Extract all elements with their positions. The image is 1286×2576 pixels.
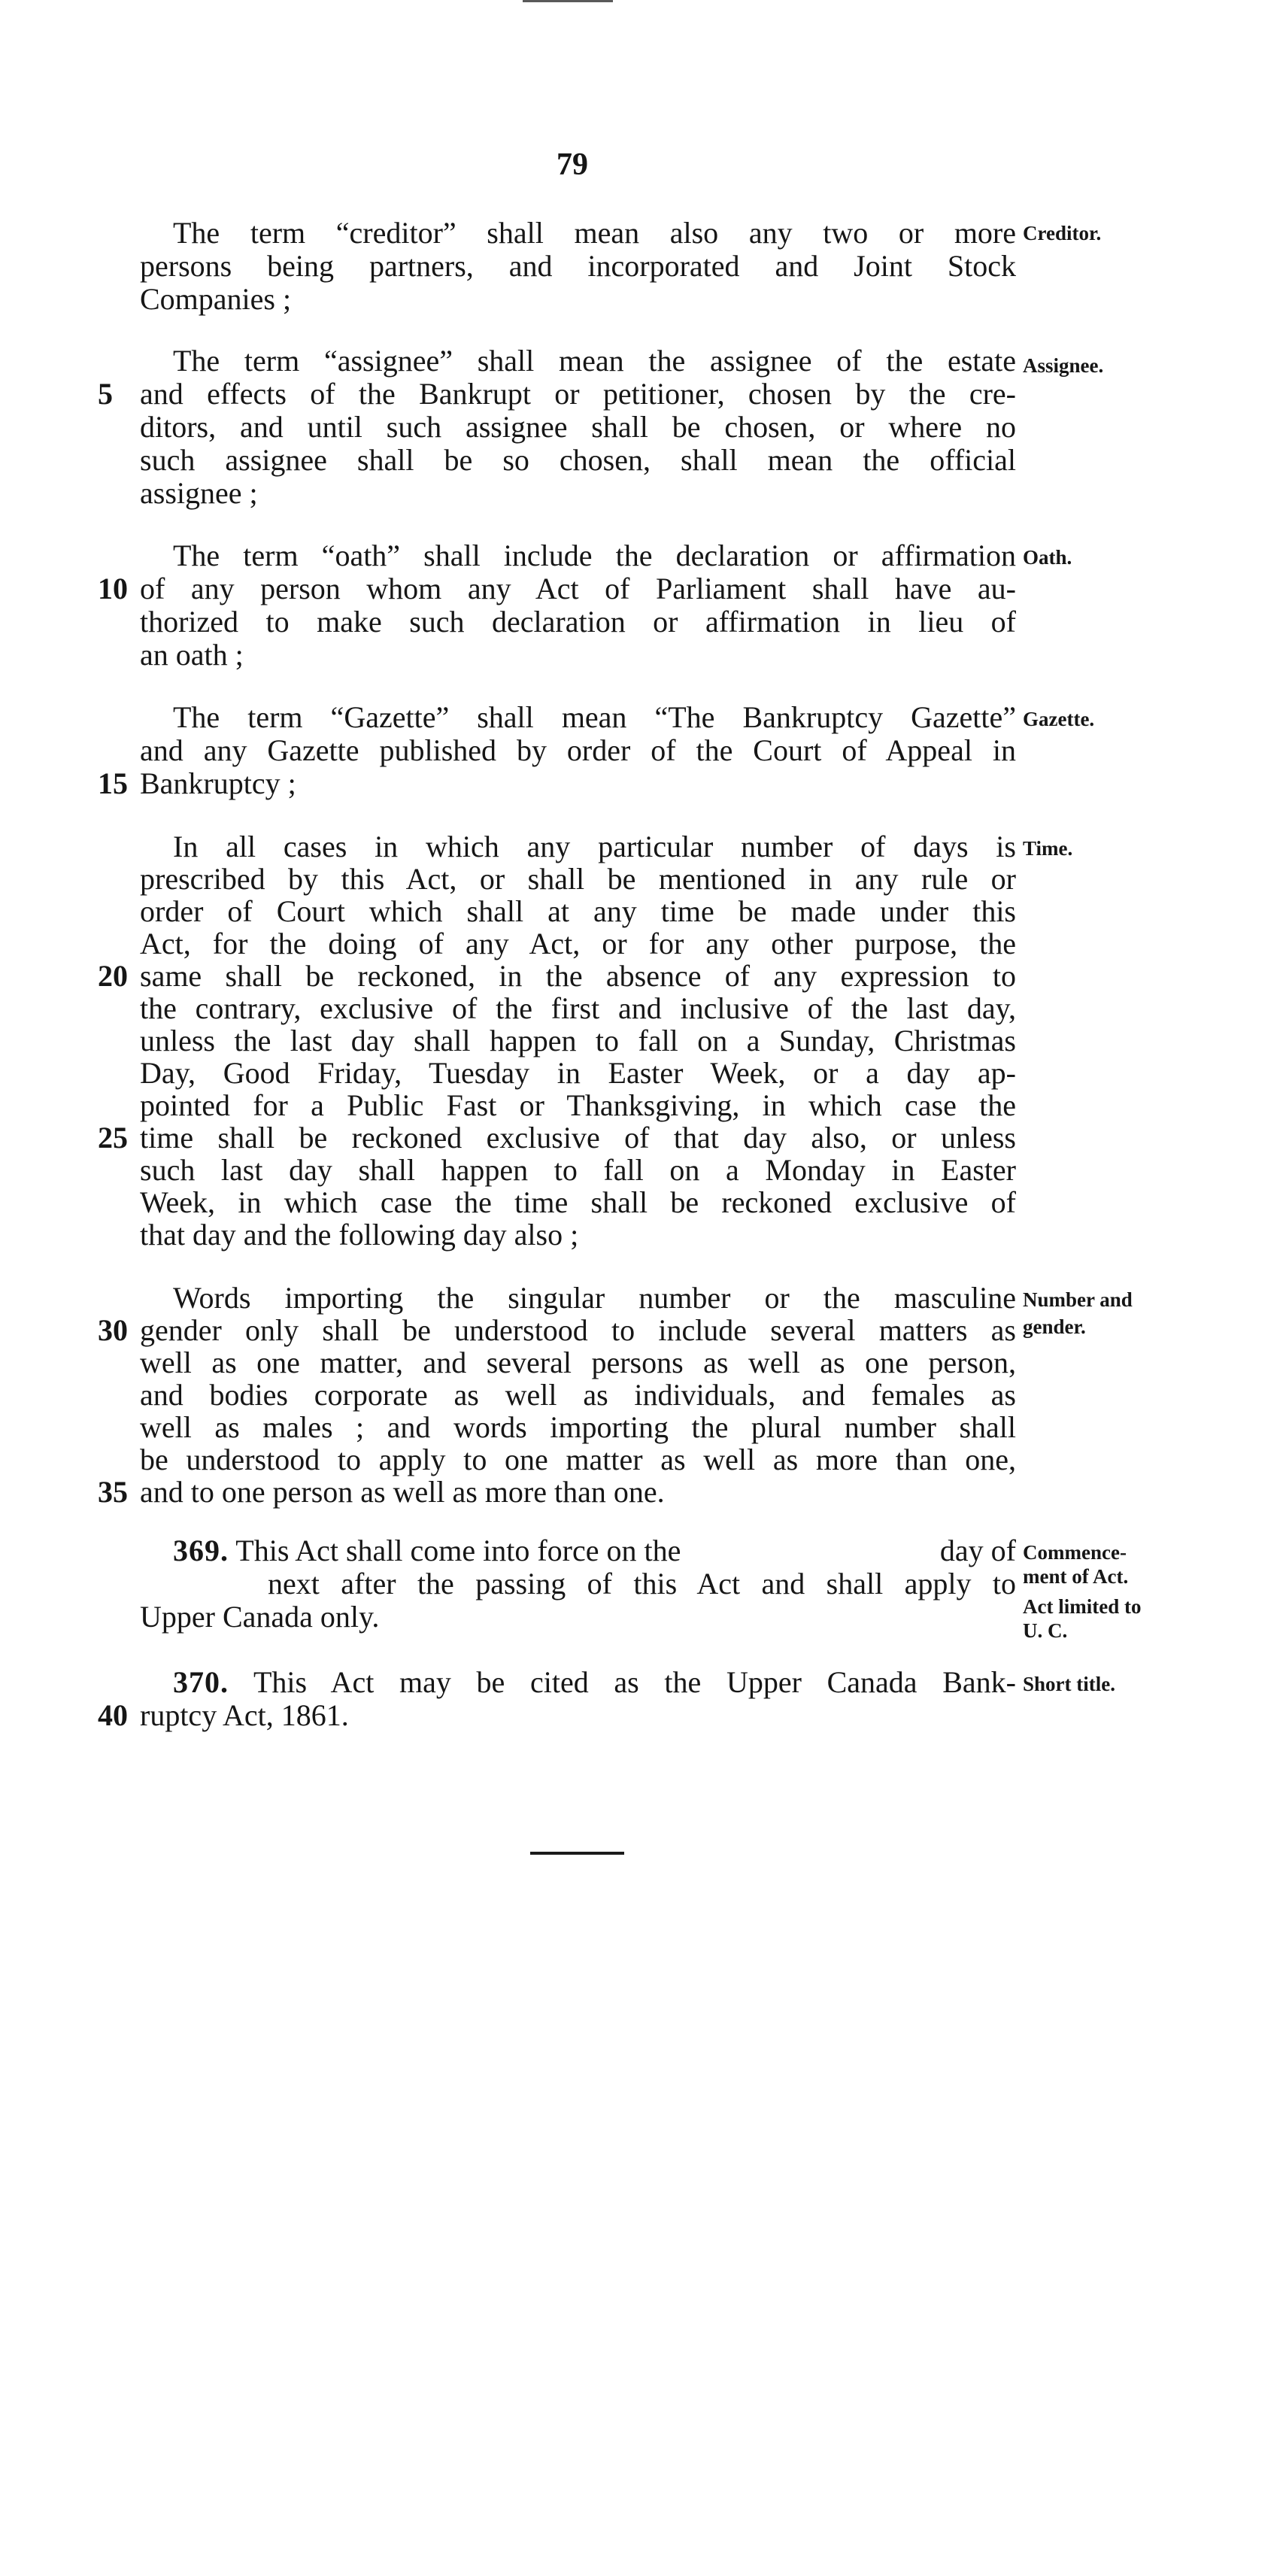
margin-note-commencement: ment of Act. bbox=[1023, 1565, 1129, 1588]
line-number: 30 bbox=[98, 1313, 128, 1347]
margin-note-act-limited: U. C. bbox=[1023, 1619, 1068, 1642]
margin-note-number-and: Number and bbox=[1023, 1288, 1133, 1311]
margin-note-short-title: Short title. bbox=[1023, 1673, 1115, 1695]
text-line: and bodies corporate as well as individuals, and females as bbox=[140, 1378, 1016, 1412]
text-line: of any person whom any Act of Parliament shall have au- bbox=[140, 572, 1016, 605]
text-line: gender only shall be understood to include several matters as bbox=[140, 1313, 1016, 1347]
top-rule bbox=[523, 0, 613, 2]
text-line bbox=[140, 1666, 1016, 1699]
text-line: pointed for a Public Fast or Thanksgiving, in which case the bbox=[140, 1088, 1016, 1122]
text-line: The term “Gazette” shall mean “The Bankruptcy Gazette” bbox=[173, 700, 1016, 734]
margin-note-gazette: Gazette. bbox=[1023, 708, 1095, 730]
section-text: This Act may be cited as the Upper Canada Bank- bbox=[253, 1665, 1017, 1699]
closing-rule bbox=[530, 1852, 624, 1855]
line-number: 15 bbox=[98, 766, 128, 800]
text-line: Words importing the singular number or the masculine bbox=[173, 1281, 1016, 1315]
text-line: The term “oath” shall include the declaration or affirmation bbox=[173, 539, 1016, 572]
section-text: This Act shall come into force on the bbox=[235, 1534, 681, 1567]
text-line: Day, Good Friday, Tuesday in Easter Week, or a day ap- bbox=[140, 1056, 1016, 1090]
text-line: In all cases in which any particular number of days is bbox=[173, 830, 1016, 863]
text-line: that day and the following day also ; bbox=[140, 1218, 579, 1252]
margin-note-oath: Oath. bbox=[1023, 546, 1072, 569]
text-line: thorized to make such declaration or affirmation in lieu of bbox=[140, 605, 1016, 639]
margin-note-gender: gender. bbox=[1023, 1315, 1086, 1338]
text-line: and any Gazette published by order of the Court of Appeal in bbox=[140, 733, 1016, 767]
text-line: be understood to apply to one matter as well as more than one, bbox=[140, 1443, 1016, 1476]
text-line: Week, in which case the time shall be reckoned exclusive of bbox=[140, 1185, 1016, 1219]
text-line: Bankruptcy ; bbox=[140, 766, 296, 800]
text-line: The term “creditor” shall mean also any two or more bbox=[173, 216, 1016, 250]
text-line: time shall be reckoned exclusive of that day also, or unless bbox=[140, 1121, 1016, 1154]
text-line bbox=[140, 1534, 1016, 1567]
section-text-day-of: day of bbox=[939, 1534, 1016, 1567]
text-line: and to one person as well as more than one. bbox=[140, 1475, 665, 1509]
text-line: Companies ; bbox=[140, 282, 292, 316]
section-number: 369. bbox=[173, 1534, 229, 1567]
text-line: well as one matter, and several persons as well as one person, bbox=[140, 1346, 1016, 1379]
text-line: persons being partners, and incorporated and Joint Stock bbox=[140, 249, 1016, 283]
margin-note-creditor: Creditor. bbox=[1023, 222, 1102, 244]
text-line: the contrary, exclusive of the first and inclusive of the last day, bbox=[140, 991, 1016, 1025]
margin-note-time: Time. bbox=[1023, 837, 1073, 860]
page-number: 79 bbox=[557, 147, 588, 182]
text-line: Upper Canada only. bbox=[140, 1600, 380, 1634]
margin-note-commencement: Commence- bbox=[1023, 1541, 1127, 1564]
section-number: 370. bbox=[173, 1665, 229, 1699]
text-line: such last day shall happen to fall on a Monday in Easter bbox=[140, 1153, 1016, 1187]
text-line: order of Court which shall at any time be made under this bbox=[140, 894, 1016, 928]
text-line: Act, for the doing of any Act, or for any other purpose, the bbox=[140, 927, 1016, 960]
text-line: such assignee shall be so chosen, shall mean the official bbox=[140, 443, 1016, 477]
line-number: 20 bbox=[98, 959, 128, 993]
line-number: 35 bbox=[98, 1475, 128, 1509]
line-number: 25 bbox=[98, 1121, 128, 1154]
text-line: prescribed by this Act, or shall be mentioned in any rule or bbox=[140, 862, 1016, 896]
margin-note-act-limited: Act limited to bbox=[1023, 1595, 1142, 1618]
text-line: next after the passing of this Act and shall apply to bbox=[268, 1567, 1016, 1601]
text-line: assignee ; bbox=[140, 476, 258, 510]
text-line: ditors, and until such assignee shall be chosen, or where no bbox=[140, 410, 1016, 444]
text-line: and effects of the Bankrupt or petitioner, chosen by the cre- bbox=[140, 377, 1016, 411]
text-line: The term “assignee” shall mean the assignee of the estate bbox=[173, 344, 1016, 378]
line-number: 10 bbox=[98, 572, 128, 605]
line-number: 40 bbox=[98, 1698, 128, 1732]
text-line: same shall be reckoned, in the absence of any expression to bbox=[140, 959, 1016, 993]
text-line: an oath ; bbox=[140, 638, 244, 672]
text-line: unless the last day shall happen to fall on a Sunday, Christmas bbox=[140, 1024, 1016, 1057]
text-line: ruptcy Act, 1861. bbox=[140, 1698, 349, 1732]
text-line: well as males ; and words importing the plural number shall bbox=[140, 1410, 1016, 1444]
margin-note-assignee: Assignee. bbox=[1023, 354, 1104, 377]
line-number: 5 bbox=[98, 377, 113, 411]
